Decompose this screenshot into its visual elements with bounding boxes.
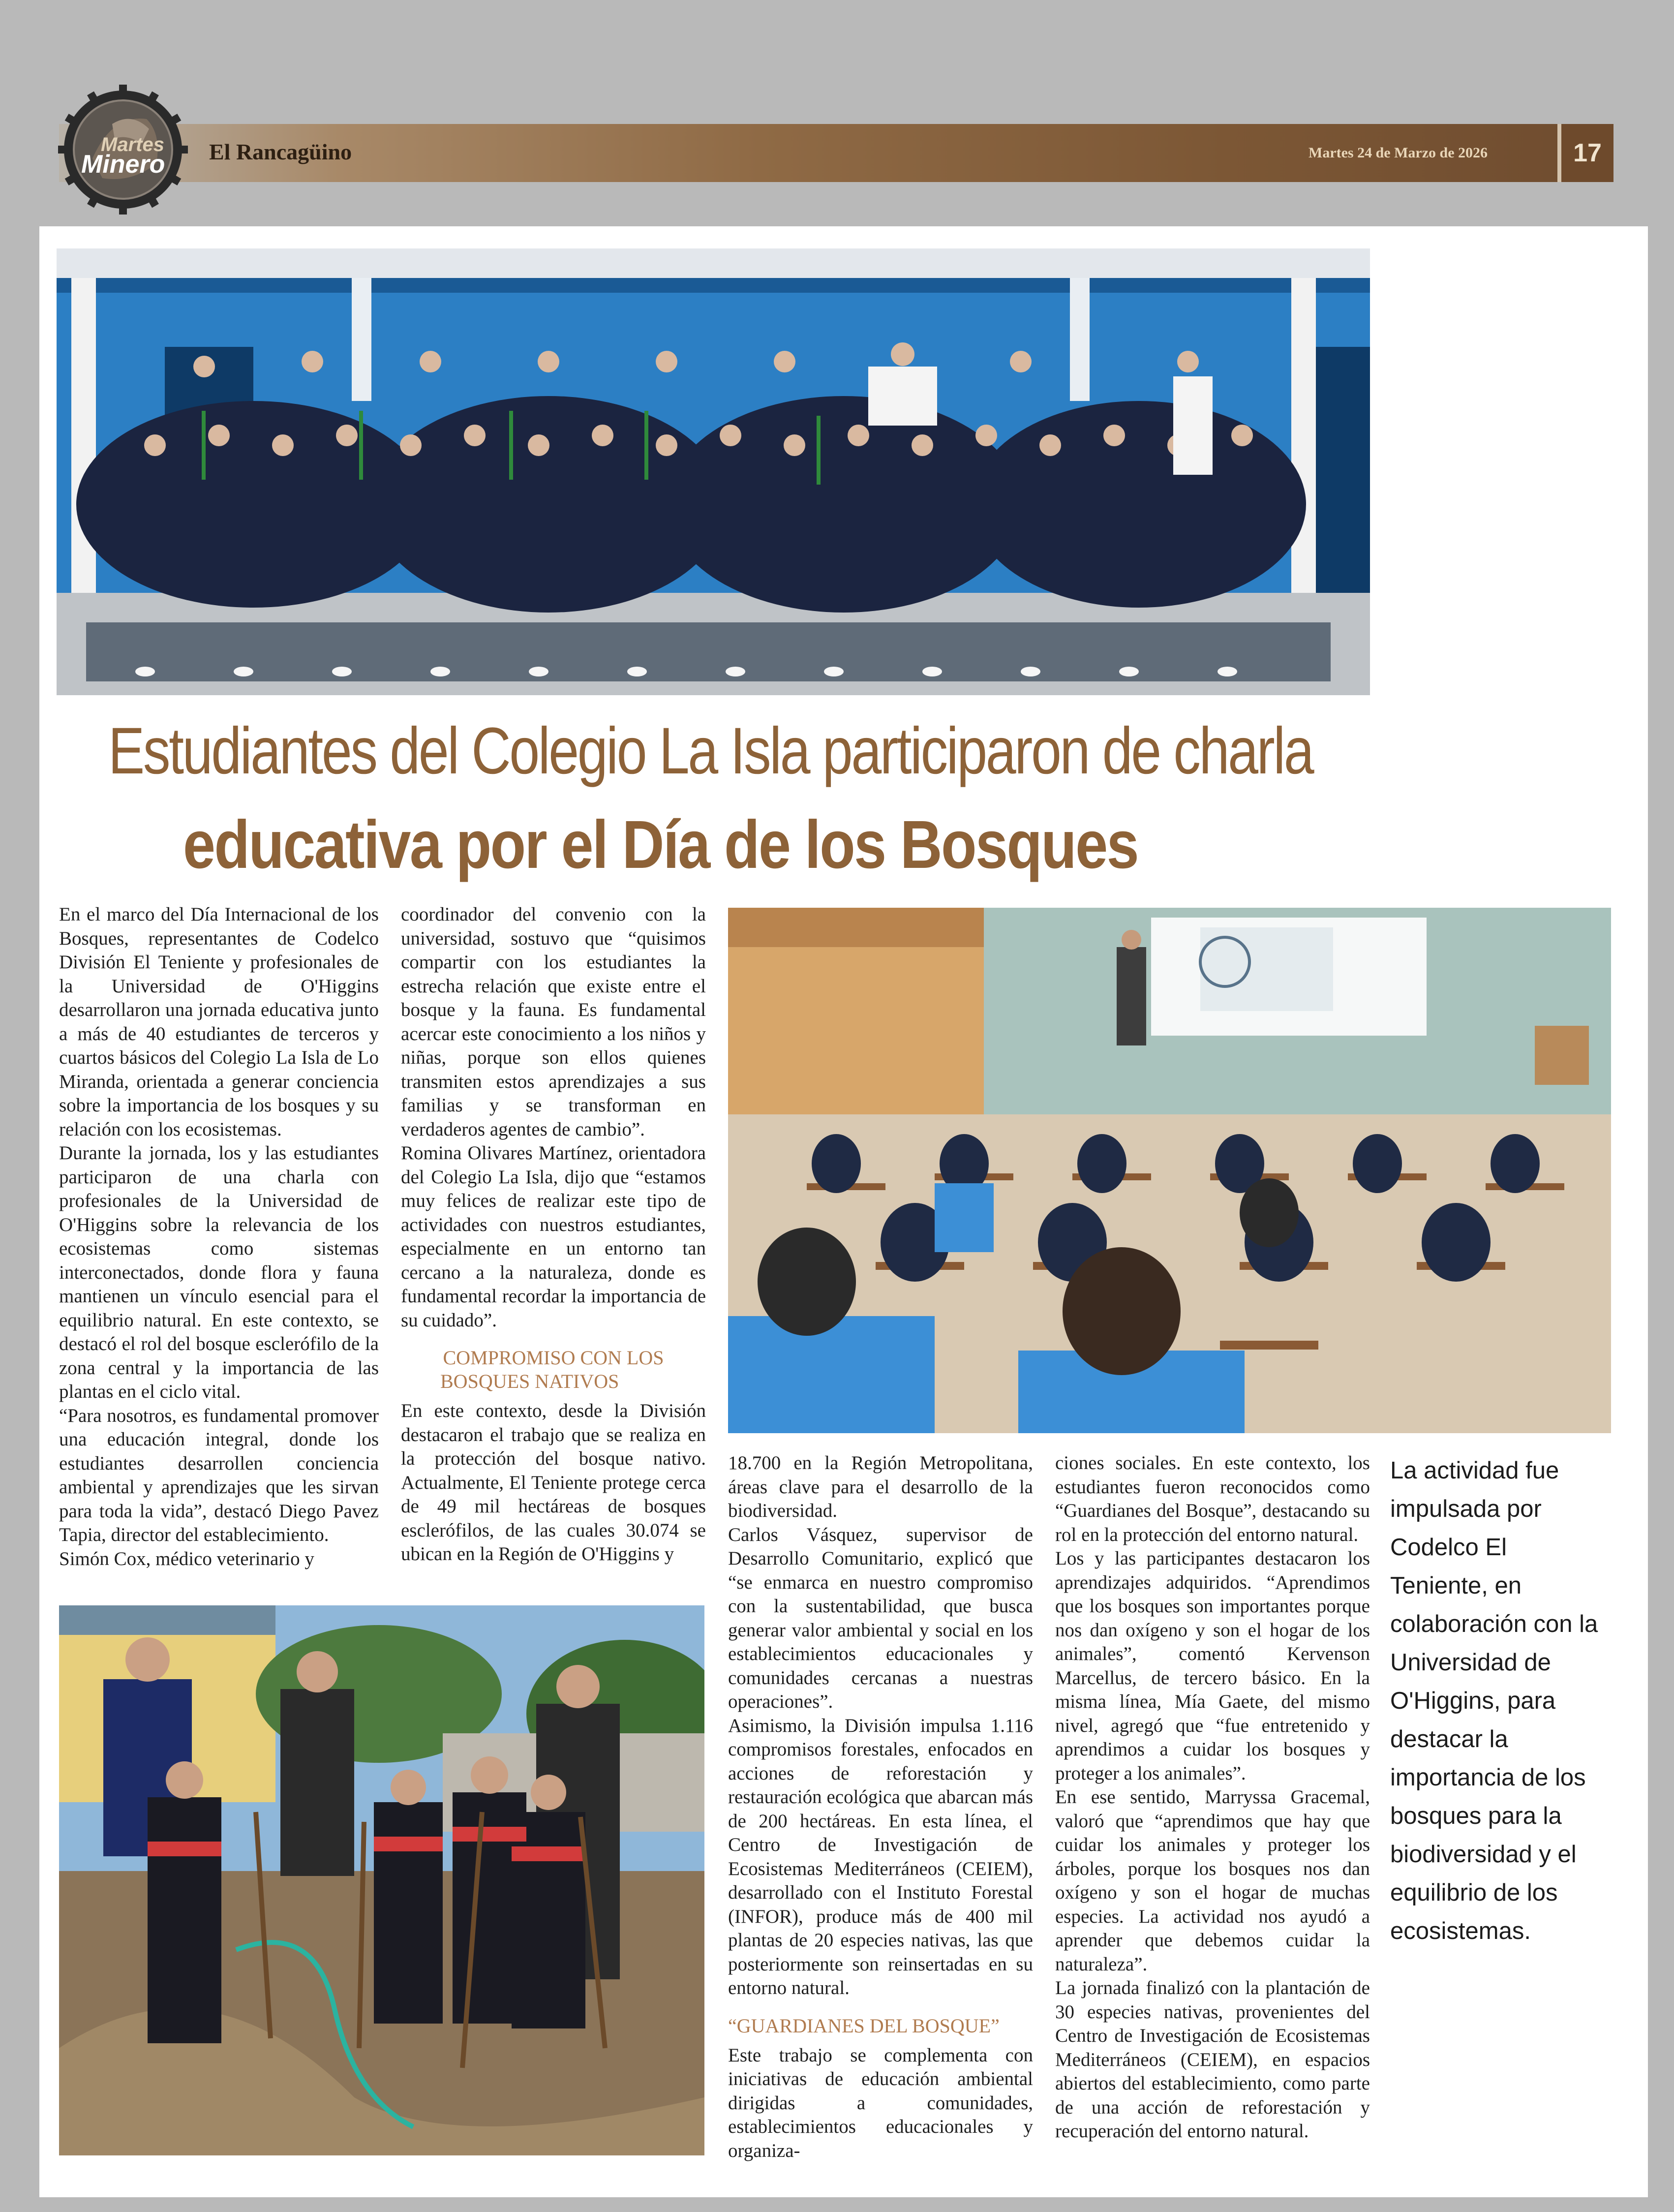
pull-quote: La actividad fue impulsada por Codelco El Teniente, en colaboración con la Universidad de O'Higgins, para destacar la importancia de los bosques para la biodiversidad y el equilibrio de los ecosistemas.	[1390, 1457, 1598, 1944]
photo-classroom-talk	[728, 908, 1611, 1433]
headline-line-2: educativa por el Día de los Bosques	[183, 807, 1138, 883]
paragraph: coordinador del convenio con la universidad, sostuvo que “quisimos compartir con los estudiantes la estrecha relación que existe entre el bosque y la fauna. Es fundamental acercar este conocimiento a los niños y niñas, porque son ellos quienes transmiten estos aprendizajes a sus familias y se transforman en verdaderos agentes de cambio”.	[401, 904, 706, 1140]
paragraph: Romina Olivares Martínez, orientadora del Colegio La Isla, dijo que “estamos muy felices de realizar este tipo de actividades con nuestros estudiantes, especialmente en un entorno tan cercano a la naturaleza, donde es fundamental recordar la importancia de su cuidado”.	[401, 1142, 706, 1331]
paragraph: En ese sentido, Marryssa Gracemal, valoró que “aprendimos que hay que cuidar los animales y proteger los árboles, porque los bosques nos dan oxígeno y son el hogar de muchas especies. La actividad nos ayudó a aprender que debemos cuidar la naturaleza”.	[1055, 1786, 1370, 1975]
paragraph: Carlos Vásquez, supervisor de Desarrollo Comunitario, explicó que “se enmarca en nuestro compromiso con la sustentabilidad, que busca generar valor ambiental y social en los establecimientos educacionales y comunidades cercanas a nuestras operaciones”.	[728, 1524, 1033, 1712]
subheading-compromiso: COMPROMISO CON LOS BOSQUES NATIVOS	[440, 1347, 664, 1392]
paragraph: “Para nosotros, es fundamental promover una educación integral, donde los estudiantes desarrollen conciencia ambiental y aprendizajes que les sirvan para toda la vida”, destacó Diego Pavez Tapia, director del establecimiento.	[59, 1405, 379, 1545]
photo-students-group	[57, 248, 1370, 695]
paragraph: Asimismo, la División impulsa 1.116 compromisos forestales, enfocados en acciones de reforestación y restauración ecológica que abarcan más de 200 hectáreas. En esta línea, el Centro de Investigación de Ecosistemas Mediterráneos (CEIEM), desarrollado con el Instituto Forestal (INFOR), produce más de 400 mil plantas de 20 especies nativas, las que posteriormente son reinsertadas en su entorno natural.	[728, 1715, 1033, 1998]
headline-line-1: Estudiantes del Colegio La Isla participaron de charla	[108, 714, 1313, 788]
logo-text-minero: Minero	[81, 150, 165, 179]
paragraph: En este contexto, desde la División destacaron el trabajo que se realiza en la protección del bosque nativo. Actualmente, El Teniente protege cerca de 49 mil hectáreas de bosques esclerófilos, de las cuales 30.074 se ubican en la Región de O'Higgins y	[401, 1400, 706, 1565]
photo-tree-planting	[59, 1605, 704, 2155]
paragraph: Los y las participantes destacaron los aprendizajes adquiridos. “Aprendimos que los bosques son importantes porque nos dan oxígeno y son el hogar de los animales”, comentó Kervenson Marcellus, de tercero básico. En la misma línea, Mía Gaete, del mismo nivel, agregó que “fue entretenido y aprendimos a cuidar los bosques y proteger a los animales”.	[1055, 1548, 1370, 1784]
paragraph: La jornada finalizó con la plantación de 30 especies nativas, provenientes del Centro de Investigación de Ecosistemas Mediterráneos (CEIEM), en espacios abiertos del establecimiento, como parte de una acción de reforestación y recuperación del entorno natural.	[1055, 1977, 1370, 2142]
article-column-2	[401, 903, 706, 1567]
paragraph: Durante la jornada, los y las estudiantes participaron de una charla con profesionales de la Universidad de O'Higgins sobre la relevancia de los ecosistemas como sistemas interconectados, donde flora y fauna mantienen un vínculo esencial para el equilibrio natural. En este contexto, se destacó el rol del bosque esclerófilo de la zona central y la importancia de las plantas en el ciclo vital.	[59, 1142, 379, 1402]
paragraph: Este trabajo se complementa con iniciativas de educación ambiental dirigidas a comunidades, establecimientos educacionales y organiza-	[728, 2044, 1033, 2161]
article-column-3	[728, 1451, 1033, 2163]
paragraph: En el marco del Día Internacional de los Bosques, representantes de Codelco División El Teniente y profesionales de la Universidad de O'Higgins desarrollaron una jornada educativa junto a más de 40 estudiantes de terceros y cuartos básicos del Colegio La Isla de Lo Miranda, orientada a generar conciencia sobre la importancia de los bosques y su relación con los ecosistemas.	[59, 904, 379, 1140]
paragraph: ciones sociales. En este contexto, los estudiantes fueron reconocidos como “Guardianes del Bosque”, destacando su rol en la protección del entorno natural.	[1055, 1452, 1370, 1545]
article-column-4	[1055, 1451, 1370, 2144]
subheading-guardianes: “GUARDIANES DEL BOSQUE”	[728, 2014, 1000, 2037]
page-number: 17	[1561, 124, 1613, 182]
publication-name: El Rancagüino	[209, 139, 352, 164]
issue-date: Martes 24 de Marzo de 2026	[1309, 145, 1488, 161]
logo-text-martes: Martes	[101, 134, 164, 155]
header-divider	[1557, 124, 1561, 182]
paragraph: Simón Cox, médico veterinario y	[59, 1548, 314, 1569]
paragraph: 18.700 en la Región Metropolitana, áreas clave para el desarrollo de la biodiversidad.	[728, 1452, 1033, 1521]
article-column-1	[59, 903, 379, 1571]
